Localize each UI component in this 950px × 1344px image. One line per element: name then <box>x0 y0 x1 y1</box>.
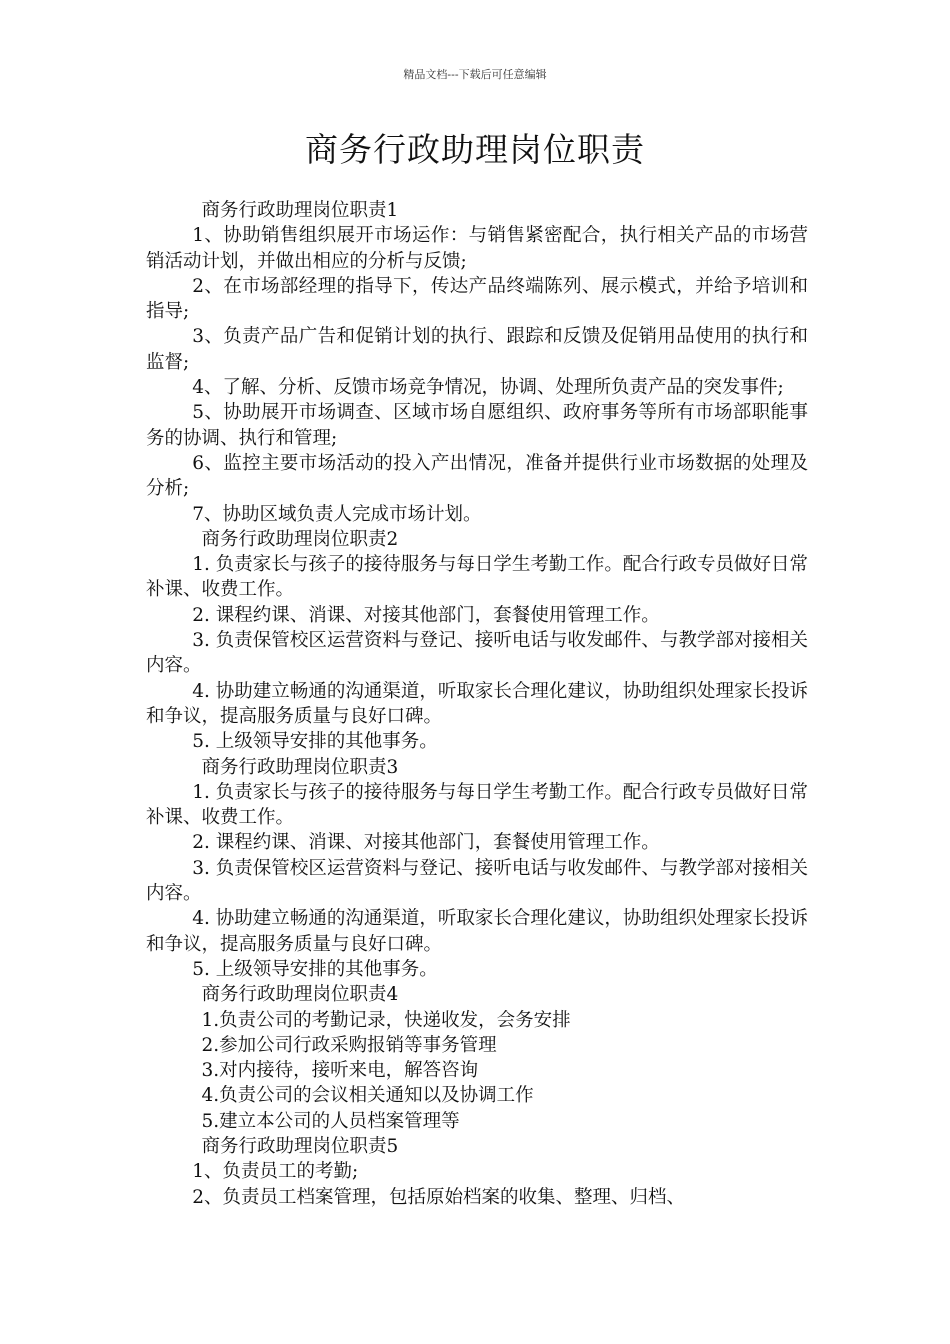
list-item: 6、监控主要市场活动的投入产出情况，准备并提供行业市场数据的处理及分析; <box>146 452 808 500</box>
list-item: 4.负责公司的会议相关通知以及协调工作 <box>201 1085 534 1107</box>
list-item: 2. 课程约课、消课、对接其他部门，套餐使用管理工作。 <box>192 832 660 854</box>
list-item: 4. 协助建立畅通的沟通渠道，听取家长合理化建议，协助组织处理家长投诉和争议，提高服务质量与良好口碑。 <box>146 908 808 955</box>
list-item: 3、负责产品广告和促销计划的执行、跟踪和反馈及促销用品使用的执行和监督; <box>146 326 808 373</box>
list-item: 4. 协助建立畅通的沟通渠道，听取家长合理化建议，协助组织处理家长投诉和争议，提高服务质量与良好口碑。 <box>146 680 808 727</box>
list-item: 4、了解、分析、反馈市场竞争情况，协调、处理所负责产品的突发事件; <box>192 377 784 399</box>
list-item: 1、负责员工的考勤; <box>192 1161 359 1183</box>
list-item: 5.建立本公司的人员档案管理等 <box>201 1110 460 1132</box>
section-heading: 商务行政助理岗位职责5 <box>201 1135 399 1157</box>
list-item: 1、协助销售组织展开市场运作：与销售紧密配合，执行相关产品的市场营销活动计划，并做出相应的分析与反馈; <box>146 225 808 272</box>
list-item: 1. 负责家长与孩子的接待服务与每日学生考勤工作。配合行政专员做好日常补课、收费工作。 <box>146 554 808 601</box>
list-item: 7、协助区域负责人完成市场计划。 <box>192 503 482 525</box>
document-title: 商务行政助理岗位职责 <box>305 130 645 169</box>
list-item: 5、协助展开市场调查、区域市场自愿组织、政府事务等所有市场部职能事务的协调、执行和管理; <box>146 402 808 449</box>
section-heading: 商务行政助理岗位职责1 <box>201 200 399 221</box>
list-item: 2、在市场部经理的指导下，传达产品终端陈列、展示模式，并给予培训和指导; <box>146 275 808 323</box>
list-item: 2.参加公司行政采购报销等事务管理 <box>201 1034 497 1056</box>
page-header: 精品文档---下载后可任意编辑 <box>403 68 547 81</box>
list-item: 1.负责公司的考勤记录，快递收发，会务安排 <box>201 1009 571 1031</box>
list-item: 1. 负责家长与孩子的接待服务与每日学生考勤工作。配合行政专员做好日常补课、收费工作。 <box>146 781 808 829</box>
section-heading: 商务行政助理岗位职责2 <box>201 528 399 550</box>
list-item: 5. 上级领导安排的其他事务。 <box>192 958 438 980</box>
list-item: 3. 负责保管校区运营资料与登记、接听电话与收发邮件、与教学部对接相关内容。 <box>146 630 808 677</box>
list-item: 3. 负责保管校区运营资料与登记、接听电话与收发邮件、与教学部对接相关内容。 <box>146 857 808 905</box>
section-heading: 商务行政助理岗位职责3 <box>201 756 399 778</box>
list-item: 2. 课程约课、消课、对接其他部门，套餐使用管理工作。 <box>192 604 660 626</box>
list-item: 5. 上级领导安排的其他事务。 <box>192 731 438 753</box>
list-item: 2、负责员工档案管理，包括原始档案的收集、整理、归档、 <box>192 1186 686 1208</box>
section-heading: 商务行政助理岗位职责4 <box>201 984 399 1006</box>
document-body <box>146 198 808 1210</box>
list-item: 3.对内接待，接听来电，解答咨询 <box>201 1060 479 1082</box>
